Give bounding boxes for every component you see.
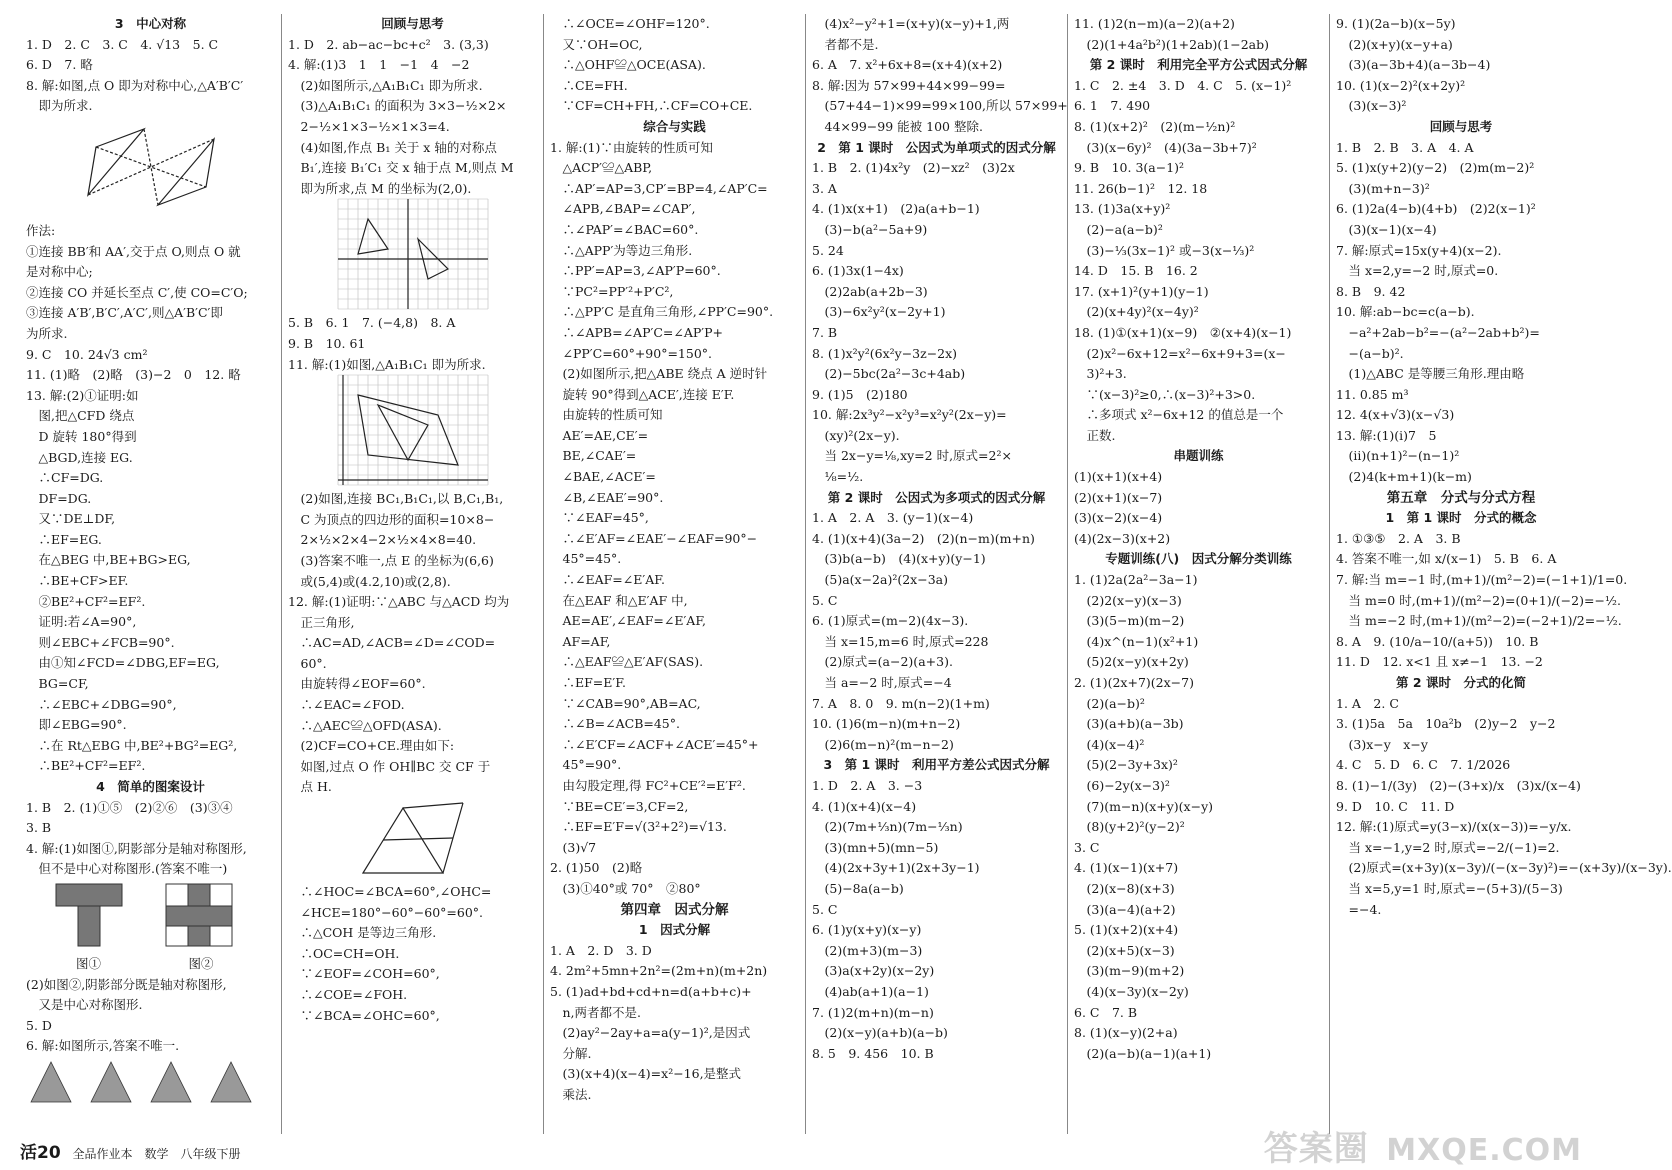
answer-line: 5. B 6. 1 7. (−4,8) 8. A [288, 315, 456, 331]
answer-line: (7)(m−n)(x+y)(x−y) [1074, 798, 1214, 814]
answer-line: (2)如图所示,把△ABE 绕点 A 逆时针 [550, 366, 768, 382]
answer-line: ∵(x−3)²≥0,∴(x−3)²+3>0. [1074, 386, 1256, 402]
answer-line: 9. B 10. 3(a−1)² [1074, 160, 1185, 176]
answer-line: △ACP′≌△ABP, [550, 160, 653, 176]
answer-line: (2)ay²−2ay+a=a(y−1)²,是因式 [550, 1025, 751, 1041]
answer-line: (3)a(x+2y)(x−2y) [812, 963, 935, 979]
answer-line: ∴△PP′C 是直角三角形,∠PP′C=90°. [550, 304, 774, 320]
answer-line: ∴∠EAC=∠FOD. [288, 697, 405, 713]
page-number: 活20 [20, 1143, 61, 1163]
answer-line: 4. 解:(1)如图①,阴影部分是轴对称图形, [26, 840, 247, 856]
answer-line: 如图,过点 O 作 OH∥BC 交 CF 于 [288, 758, 491, 774]
column-2 [282, 14, 544, 1134]
answer-line: 60°. [288, 655, 327, 671]
answer-line: (3)(x−1)(x−4) [1336, 221, 1437, 237]
answer-line: 18. (1)①(x+1)(x−9) ②(x+4)(x−1) [1074, 324, 1292, 340]
answer-line: ∴∠E′CF=∠ACF+∠ACE′=45°+ [550, 736, 759, 752]
answer-line: ∴BE²+CF²=EF². [26, 758, 146, 774]
answer-line: ⅛=½. [812, 469, 864, 485]
answer-line: 即为所求,点 M 的坐标为(2,0). [288, 180, 472, 196]
answer-line: 14. D 15. B 16. 2 [1074, 263, 1198, 279]
answer-line: 2. (1)50 (2)略 [550, 860, 643, 876]
answer-line: 当 x=5,y=1 时,原式=−(5+3)/(5−3) [1336, 880, 1563, 896]
answer-line: 12. 4(x+√3)(x−√3) [1336, 407, 1455, 423]
answer-line: 图① 图② [26, 955, 214, 971]
answer-line: 者都不是. [812, 36, 879, 52]
answer-line: 12. 解:(1)原式=y(3−x)/(x(x−3))=−y/x. [1336, 819, 1572, 835]
answer-line: 1. C 2. ±4 3. D 4. C 5. (x−1)² [1074, 77, 1292, 93]
answer-line: 5. (1)x(y+2)(y−2) (2)m(m−2)² [1336, 160, 1535, 176]
answer-line: 即∠EBG=90°. [26, 717, 127, 733]
answer-line: B₁′,连接 B₁′C₁ 交 x 轴于点 M,则点 M [288, 160, 514, 176]
answer-line: ∴多项式 x²−6x+12 的值总是一个 [1074, 407, 1284, 423]
answer-line: 当 2x−y=⅛,xy=2 时,原式=2²× [812, 448, 1012, 464]
answer-line: ∴CF=DG. [26, 470, 104, 486]
answer-line: (3)x−y x−y [1336, 736, 1428, 752]
answer-line: (4)(2x−3)(x+2) [1074, 530, 1171, 546]
answer-line: ∴∠EAF=∠E′AF. [550, 572, 665, 588]
answer-line: (57+44−1)×99=99×100,所以 57×99+ [812, 98, 1068, 114]
answer-line: 11. (1)略 (2)略 (3)−2 0 12. 略 [26, 367, 241, 383]
answer-line: 6. (1)3x(1−4x) [812, 263, 904, 279]
answer-line: 5. (1)(x+2)(x+4) [1074, 922, 1179, 938]
answer-line: BE,∠CAE′= [550, 448, 637, 464]
answer-line: 8. (1)(x+2)² (2)(m−½n)² [1074, 118, 1236, 134]
answer-line: 1. B 2. B 3. A 4. A [1336, 139, 1474, 155]
answer-line: 9. (1)(2a−b)(x−5y) [1336, 16, 1456, 31]
answer-line: 5. C [812, 592, 838, 608]
answer-line: ∴△AEC≌△OFD(ASA). [288, 717, 442, 733]
answer-line: 8. 5 9. 456 10. B [812, 1045, 934, 1061]
answer-line: (3)−b(a²−5a+9) [812, 221, 928, 237]
answer-line: C 为顶点的四边形的面积=10×8− [288, 511, 495, 527]
column-3 [544, 14, 806, 1134]
answer-line: (4)(2x+3y+1)(2x+3y−1) [812, 860, 980, 876]
answer-line: 1. D 2. C 3. C 4. √13 5. C [26, 36, 219, 52]
section-heading: 第 2 课时 分式的化简 [1396, 675, 1526, 690]
answer-line: (3)(mn+5)(mn−5) [812, 839, 939, 855]
answer-line: 证明:若∠A=90°, [26, 614, 137, 630]
section-heading: 综合与实践 [643, 118, 706, 134]
answer-line: (xy)²(2x−y). [812, 427, 900, 443]
section-heading: 第 2 课时 公因式为多项式的因式分解 [827, 489, 1046, 505]
answer-line: 13. (1)3a(x+y)² [1074, 201, 1171, 217]
answer-line: 4. (1)(x+4)(3a−2) (2)(n−m)(m+n) [812, 530, 1035, 546]
answer-line: 6. D 7. 略 [26, 57, 93, 73]
answer-line: 又∵DE⊥DF, [26, 511, 116, 527]
answer-line: (3)b(a−b) (4)(x+y)(y−1) [812, 551, 986, 567]
answer-line: n,两者都不是. [550, 1004, 641, 1020]
answer-line: (2)原式=(a−2)(a+3). [812, 654, 953, 670]
answer-line: ∴EF=E′F. [550, 675, 626, 690]
answer-line: (3)(x−6y)² (4)(3a−3b+7)² [1074, 139, 1257, 155]
answer-line: (4)x^(n−1)(x²+1) [1074, 633, 1199, 649]
answer-line: 即为所求. [26, 98, 93, 114]
answer-line: (2)2(x−y)(x−3) [1074, 592, 1182, 608]
answer-line: ∴∠B=∠ACB=45°. [550, 716, 680, 732]
answer-line: 8. (1)x²y²(6x²y−3z−2x) [812, 345, 958, 361]
answer-line: D 旋转 180°得到 [26, 428, 137, 444]
answer-line: 由①知∠FCD=∠DBG,EF=EG, [26, 655, 220, 671]
answer-line: 10. (1)(x−2)²(x+2y)² [1336, 77, 1466, 93]
answer-line: 1. D 2. A 3. −3 [812, 777, 923, 793]
section-heading: 3 第 1 课时 利用平方差公式因式分解 [823, 757, 1050, 773]
answer-line: ②连接 CO 并延长至点 C′,使 CO=C′O; [26, 284, 248, 300]
answer-line: (2)x²−6x+12=x²−6x+9+3=(x− [1074, 345, 1286, 361]
answer-line: (3)(5−m)(m−2) [1074, 613, 1185, 629]
answer-line: 正三角形, [288, 614, 355, 630]
answer-line: 或(5,4)或(4.2,10)或(2,8). [288, 573, 451, 589]
answer-line: (3)−6x²y²(x−2y+1) [812, 304, 946, 320]
figure-grid2 [288, 375, 537, 489]
answer-line: 当 x=15,m=6 时,原式=228 [812, 633, 989, 649]
answer-line: ∵∠BCA=∠OHC=60°, [288, 1007, 440, 1023]
answer-line: 又是中心对称图形. [26, 997, 143, 1013]
answer-line: 13. 解:(1)(i)7 5 [1336, 427, 1437, 443]
answer-line: 6. 解:如图所示,答案不唯一. [26, 1038, 180, 1054]
answer-line: 1. B 2. (1)4x²y (2)−xz² (3)2x [812, 160, 1015, 176]
answer-line: (5)2(x−y)(x+2y) [1074, 654, 1189, 670]
answer-line: (3)(a+b)(a−3b) [1074, 716, 1184, 732]
answer-line: (4)ab(a+1)(a−1) [812, 983, 929, 999]
answer-line: =−4. [1336, 901, 1382, 917]
answer-line: 旋转 90°得到△ACE′,连接 E′F. [550, 386, 735, 402]
answer-line: ∵PC²=PP′²+P′C², [550, 283, 674, 299]
answer-line: 9. (1)5 (2)180 [812, 386, 908, 402]
answer-line: ∵∠EOF=∠COH=60°, [288, 966, 440, 982]
answer-line: 2. (1)(2x+7)(2x−7) [1074, 675, 1194, 690]
answer-line: 1. A 2. C [1336, 695, 1399, 711]
figure-tiles [26, 880, 275, 954]
answer-line: 10. (1)6(m−n)(m+n−2) [812, 716, 961, 732]
answer-line: (2)−a(a−b)² [1074, 221, 1163, 237]
answer-line: 7. B [812, 324, 838, 340]
answer-line: 7. 解:当 m=−1 时,(m+1)/(m²−2)=(−1+1)/1=0. [1336, 572, 1628, 588]
answer-line: 在△EAF 和△E′AF 中, [550, 592, 688, 608]
answer-line: (2)(m+3)(m−3) [812, 942, 923, 958]
answer-line: DF=DG. [26, 490, 92, 506]
answer-line: AE=AE′,∠EAF=∠E′AF, [550, 613, 707, 629]
answer-line: 9. C 10. 24√3 cm² [26, 346, 148, 362]
watermark-logo [1263, 1129, 1582, 1170]
answer-line: 8. (1)(x−y)(2+a) [1074, 1025, 1178, 1041]
answer-line: 为所求. [26, 325, 68, 341]
answer-line: 点 H. [288, 779, 332, 795]
answer-line: 8. 解:因为 57×99+44×99−99= [812, 77, 1006, 93]
answer-line: 4. (1)(x+4)(x−4) [812, 798, 917, 814]
answer-line: 5. (1)ad+bd+cd+n=d(a+b+c)+ [550, 983, 752, 999]
answer-line: (2)如图②,阴影部分既是轴对称图形, [26, 976, 227, 992]
answer-line: (3)(m+n−3)² [1336, 180, 1430, 196]
answer-line: (2)−5bc(2a²−3c+4ab) [812, 366, 966, 382]
answer-line: △BGD,连接 EG. [26, 449, 133, 465]
answer-line: 8. A 9. (10/a−10/(a+5)) 10. B [1336, 633, 1539, 649]
answer-line: 10. 解:ab−bc=c(a−b). [1336, 304, 1475, 320]
answer-line: 9. D 10. C 11. D [1336, 798, 1455, 814]
answer-line: 3. A [812, 180, 837, 196]
answer-line: ∠BAE,∠ACE′= [550, 469, 656, 485]
answer-line: ②BE²+CF²=EF². [26, 593, 146, 609]
answer-line: 4. 解:(1)3 1 1 −1 4 −2 [288, 57, 470, 73]
answer-line: (3)△A₁B₁C₁ 的面积为 3×3−½×2× [288, 98, 507, 114]
answer-line: 11. D 12. x<1 且 x≠−1 13. −2 [1336, 654, 1543, 670]
answer-line: 1. (1)2a(2a²−3a−1) [1074, 572, 1198, 588]
answer-line: 当 m=−2 时,(m+1)/(m²−2)=(−2+1)/2=−½. [1336, 613, 1622, 629]
answer-line: ∴∠E′AF=∠EAE′−∠EAF=90°− [550, 530, 758, 546]
answer-line: (5)a(x−2a)²(2x−3a) [812, 572, 948, 588]
answer-line: (2)如图,连接 BC₁,B₁C₁,以 B,C₁,B₁, [288, 491, 504, 507]
answer-line: 分解. [550, 1045, 592, 1061]
answer-line: 44×99−99 能被 100 整除. [812, 118, 983, 134]
answer-line: (2)(7m+⅓n)(7m−⅓n) [812, 819, 963, 835]
figure-rot [288, 798, 537, 882]
answer-line: 8. B 9. 42 [1336, 283, 1406, 299]
section-heading: 第四章 因式分解 [620, 901, 729, 918]
answer-line: (2)如图所示,△A₁B₁C₁ 即为所求. [288, 77, 483, 93]
answer-line: (2)原式=(x+3y)(x−3y)/(−(x−3y)²)=−(x+3y)/(x−3y). [1336, 860, 1672, 876]
column-6 [1330, 14, 1672, 1134]
answer-line: 10. 解:2x³y²−x²y³=x²y²(2x−y)= [812, 407, 1007, 423]
column-4 [806, 14, 1068, 1134]
answer-line: 8. 解:如图,点 O 即为对称中心,△A′B′C′ [26, 77, 244, 93]
answer-line: −(a−b)². [1336, 345, 1404, 361]
section-heading: 回顾与思考 [1429, 118, 1493, 134]
answer-line: 2×½×2×4−2×½×4×8=40. [288, 532, 477, 548]
answer-line: (2)(x+5)(x−3) [1074, 942, 1175, 958]
answer-line: 7. (1)2(m+n)(m−n) [812, 1004, 934, 1020]
answer-line: 3. B [26, 820, 52, 836]
answer-line: (2)(x+y)(x−y+a) [1336, 36, 1453, 52]
answer-line: AF=AF, [550, 633, 611, 649]
answer-line: ∴EF=EG. [26, 531, 102, 547]
answer-line: 正数. [1074, 427, 1116, 443]
answer-line: 6. 1 7. 490 [1074, 98, 1151, 114]
answer-line: (3)(a−4)(a+2) [1074, 901, 1176, 917]
answer-line: ∴∠APB=∠AP′C=∠AP′P+ [550, 324, 723, 340]
answer-line: 11. (1)2(n−m)(a−2)(a+2) [1074, 16, 1235, 31]
answer-line: ∠APB,∠BAP=∠CAP′, [550, 201, 696, 217]
answer-line: (2)(x−y)(a+b)(a−b) [812, 1025, 948, 1041]
answer-line: ∴PP′=AP=3,∠AP′P=60°. [550, 263, 721, 279]
answer-line: 5. 24 [812, 242, 844, 258]
answer-line: 11. 26(b−1)² 12. 18 [1074, 180, 1208, 196]
answer-line: 2−½×1×3−½×1×3=4. [288, 118, 450, 134]
answer-line: 11. 解:(1)如图,△A₁B₁C₁ 即为所求. [288, 356, 486, 372]
answer-line: (1)(x+1)(x+4) [1074, 469, 1163, 485]
answer-line: 4. 答案不唯一,如 x/(x−1) 5. B 6. A [1336, 551, 1557, 567]
answer-line: (2)2ab(a+2b−3) [812, 283, 928, 299]
answer-line: (3)答案不唯一,点 E 的坐标为(6,6) [288, 552, 494, 568]
answer-line: 8. (1)−1/(3y) (2)−(3+x)/x (3)x/(x−4) [1336, 777, 1581, 793]
answer-line: (2)4(k+m+1)(k−m) [1336, 469, 1472, 485]
answer-line: ∠PP′C=60°+90°=150°. [550, 345, 713, 361]
answer-line: ∴AP′=AP=3,CP′=BP=4,∠AP′C= [550, 180, 768, 196]
figure-pattern [26, 1057, 275, 1111]
answer-line: 当 x=2,y=−2 时,原式=0. [1336, 263, 1499, 279]
figure-grid1 [288, 199, 537, 313]
section-heading: 专题训练(八) 因式分解分类训练 [1105, 551, 1292, 567]
column-1 [20, 14, 282, 1134]
watermark-en: MXQE.COM [1386, 1133, 1582, 1169]
answer-line: 4. (1)(x−1)(x+7) [1074, 860, 1179, 876]
answer-line: ∴OC=CH=OH. [288, 945, 400, 961]
answer-line: ∴AC=AD,∠ACB=∠D=∠COD= [288, 635, 496, 651]
answer-line: ∴CE=FH. [550, 77, 628, 93]
answer-line: 4. 2m²+5mn+2n²=(2m+n)(m+2n) [550, 963, 768, 979]
answer-line: 6. (1)2a(4−b)(4+b) (2)2(x−1)² [1336, 201, 1536, 217]
answer-line: 1. ①③⑤ 2. A 3. B [1336, 530, 1461, 546]
answer-line: ∴∠OCE=∠OHF=120°. [550, 16, 710, 31]
answer-line: 1. 解:(1)∵由旋转的性质可知 [550, 139, 713, 155]
answer-line: 是对称中心; [26, 264, 93, 280]
answer-line: 1. A 2. D 3. D [550, 942, 652, 958]
answer-line: (3)①40°或 70° ②80° [550, 880, 701, 896]
answer-line: 45°=45°. [550, 551, 622, 567]
answer-line: ∠B,∠EAE′=90°. [550, 489, 664, 505]
answer-line: 由旋转的性质可知 [550, 407, 663, 423]
answer-line: 9. B 10. 61 [288, 335, 366, 351]
answer-line: ∴∠COE=∠FOH. [288, 987, 408, 1002]
section-heading: 1 因式分解 [638, 922, 711, 938]
section-heading: 2 第 1 课时 公因式为单项式的因式分解 [817, 139, 1056, 155]
answer-line: ∵∠CAB=90°,AB=AC, [550, 695, 701, 711]
answer-line: ∴△COH 是等边三角形. [288, 925, 437, 941]
page-footer [20, 1142, 320, 1164]
answer-line: (2)(1+4a²b²)(1+2ab)(1−2ab) [1074, 36, 1269, 52]
answer-line: ∵CF=CH+FH,∴CF=CO+CE. [550, 98, 753, 114]
answer-line: BG=CF, [26, 676, 89, 692]
answer-line: 1. B 2. (1)①⑤ (2)②⑥ (3)③④ [26, 799, 233, 815]
answer-line: (2)(x+1)(x−7) [1074, 489, 1163, 505]
answer-line: ∴∠PAP′=∠BAC=60°. [550, 221, 699, 237]
book-title: 全品作业本 数学 八年级下册 [72, 1147, 241, 1161]
answer-line: (3)(m−9)(m+2) [1074, 963, 1185, 979]
answer-line: 6. (1)原式=(m−2)(4x−3). [812, 613, 969, 629]
answer-line: (2)(x−8)(x+3) [1074, 880, 1175, 896]
answer-line: 则∠EBC+∠FCB=90°. [26, 634, 175, 650]
answer-line: 1. A 2. A 3. (y−1)(x−4) [812, 510, 974, 526]
answer-line: 当 a=−2 时,原式=−4 [812, 675, 952, 690]
answer-line: ∠HCE=180°−60°−60°=60°. [288, 904, 484, 920]
answer-line: (5)−8a(a−b) [812, 880, 904, 896]
answer-line: 由勾股定理,得 FC²+CE′²=E′F². [550, 777, 746, 793]
answer-line: (2)CF=CO+CE.理由如下: [288, 738, 455, 754]
answer-line: 由旋转得∠EOF=60°. [288, 676, 426, 692]
answer-line: 6. C 7. B [1074, 1004, 1138, 1020]
section-heading: 第 2 课时 利用完全平方公式因式分解 [1089, 57, 1308, 73]
answer-line: 5. C [812, 901, 838, 917]
answer-line: 3)²+3. [1074, 366, 1127, 382]
answer-line: 4. C 5. D 6. C 7. 1/2026 [1336, 757, 1511, 773]
answer-line: ∴△EAF≌△E′AF(SAS). [550, 654, 704, 670]
answer-line: 图,把△CFD 绕点 [26, 408, 135, 424]
answer-line: 1. D 2. ab−ac−bc+c² 3. (3,3) [288, 36, 489, 52]
answer-line: 3. C [1074, 839, 1100, 855]
column-5 [1068, 14, 1330, 1134]
answer-line: AE′=AE,CE′= [550, 427, 649, 443]
answer-line: ∴△OHF≌△OCE(ASA). [550, 57, 706, 73]
section-heading: 3 中心对称 [114, 16, 187, 31]
answer-line: 6. A 7. x²+6x+8=(x+4)(x+2) [812, 57, 1003, 73]
answer-line: (3)(x−2)(x−4) [1074, 510, 1163, 526]
answer-line: ③连接 A′B′,B′C′,A′C′,则△A′B′C′即 [26, 305, 223, 321]
answer-line: (4)(x−4)² [1074, 736, 1145, 752]
answer-line: (4)(x−3y)(x−2y) [1074, 983, 1189, 999]
answer-line: 17. (x+1)²(y+1)(y−1) [1074, 283, 1209, 299]
section-heading: 4 简单的图案设计 [96, 779, 205, 794]
answer-line: (3)(x+4)(x−4)=x²−16,是整式 [550, 1066, 742, 1082]
section-heading: 1 第 1 课时 分式的概念 [1385, 510, 1537, 526]
answer-line: (8)(y+2)²(y−2)² [1074, 819, 1185, 835]
answer-line: 13. 解:(2)①证明:如 [26, 387, 139, 403]
answer-line: (3)(a−3b+4)(a−3b−4) [1336, 57, 1491, 73]
answer-line: (3)√7 [550, 839, 597, 855]
answer-line: 当 x=−1,y=2 时,原式=−2/(−1)=2. [1336, 839, 1560, 855]
answer-line: (3)(x−3)² [1336, 98, 1407, 114]
answer-line: ∵∠EAF=45°, [550, 510, 649, 526]
section-heading: 回顾与思考 [381, 16, 444, 31]
answer-line: ①连接 BB′和 AA′,交于点 O,则点 O 就 [26, 243, 241, 259]
answer-line: ∴∠EBC+∠DBG=90°, [26, 696, 177, 712]
answer-line: 5. D [26, 1017, 52, 1033]
answer-line: 但不是中心对称图形.(答案不唯一) [26, 861, 228, 877]
answer-line: −a²+2ab−b²=−(a²−2ab+b²)= [1336, 324, 1540, 340]
answer-line: 7. A 8. 0 9. m(n−2)(1+m) [812, 695, 990, 711]
answer-line: (2)6(m−n)²(m−n−2) [812, 736, 954, 752]
answer-line: ∴∠HOC=∠BCA=60°,∠OHC= [288, 884, 492, 900]
figure-sym1 [26, 117, 275, 221]
answer-line: 12. 解:(1)证明:∵△ABC 与△ACD 均为 [288, 594, 510, 610]
answer-line: 7. 解:原式=15x(y+4)(x−2). [1336, 242, 1502, 258]
answer-line: ∴在 Rt△EBG 中,BE²+BG²=EG², [26, 737, 238, 753]
answer-line: ∴BE+CF>EF. [26, 573, 129, 589]
watermark-cn: 答案圈 [1263, 1129, 1369, 1170]
answer-line: 乘法. [550, 1086, 592, 1102]
answer-line: (6)−2y(x−3)² [1074, 777, 1170, 793]
answer-line: (2)(a−b)² [1074, 695, 1145, 711]
answer-line: 又∵OH=OC, [550, 36, 643, 52]
answer-line: (2)(x+4y)²(x−4y)² [1074, 304, 1199, 320]
answer-line: 11. 0.85 m³ [1336, 386, 1409, 402]
answer-line: 45°=90°. [550, 757, 622, 773]
answer-line: 4. (1)x(x+1) (2)a(a+b−1) [812, 201, 980, 217]
answer-line: (1)△ABC 是等腰三角形.理由略 [1336, 366, 1525, 382]
section-heading: 第五章 分式与分式方程 [1386, 489, 1536, 506]
answer-line: (4)如图,作点 B₁ 关于 x 轴的对称点 [288, 139, 497, 155]
answer-line: 3. (1)5a 5a 10a²b (2)y−2 y−2 [1336, 716, 1556, 732]
answer-line: (4)x²−y²+1=(x+y)(x−y)+1,两 [812, 16, 1010, 31]
answer-line: ∴EF=E′F=√(3²+2²)=√13. [550, 819, 727, 835]
answer-line: 在△BEG 中,BE+BG>EG, [26, 552, 191, 568]
answer-line: 当 m=0 时,(m+1)/(m²−2)=(0+1)/(−2)=−½. [1336, 592, 1622, 608]
answer-line: (2)(a−b)(a−1)(a+1) [1074, 1045, 1212, 1061]
answer-line: (ii)(n+1)²−(n−1)² [1336, 448, 1460, 464]
answer-line: (3)−⅓(3x−1)² 或−3(x−⅓)² [1074, 242, 1255, 258]
answer-line: 作法: [26, 222, 56, 238]
answer-line: (5)(2−3y+3x)² [1074, 757, 1178, 773]
answer-line: ∴△APP′为等边三角形. [550, 242, 693, 258]
answer-line: ∵BE=CE′=3,CF=2, [550, 798, 689, 814]
answer-line: 6. (1)y(x+y)(x−y) [812, 922, 922, 938]
section-heading: 串题训练 [1173, 448, 1224, 464]
